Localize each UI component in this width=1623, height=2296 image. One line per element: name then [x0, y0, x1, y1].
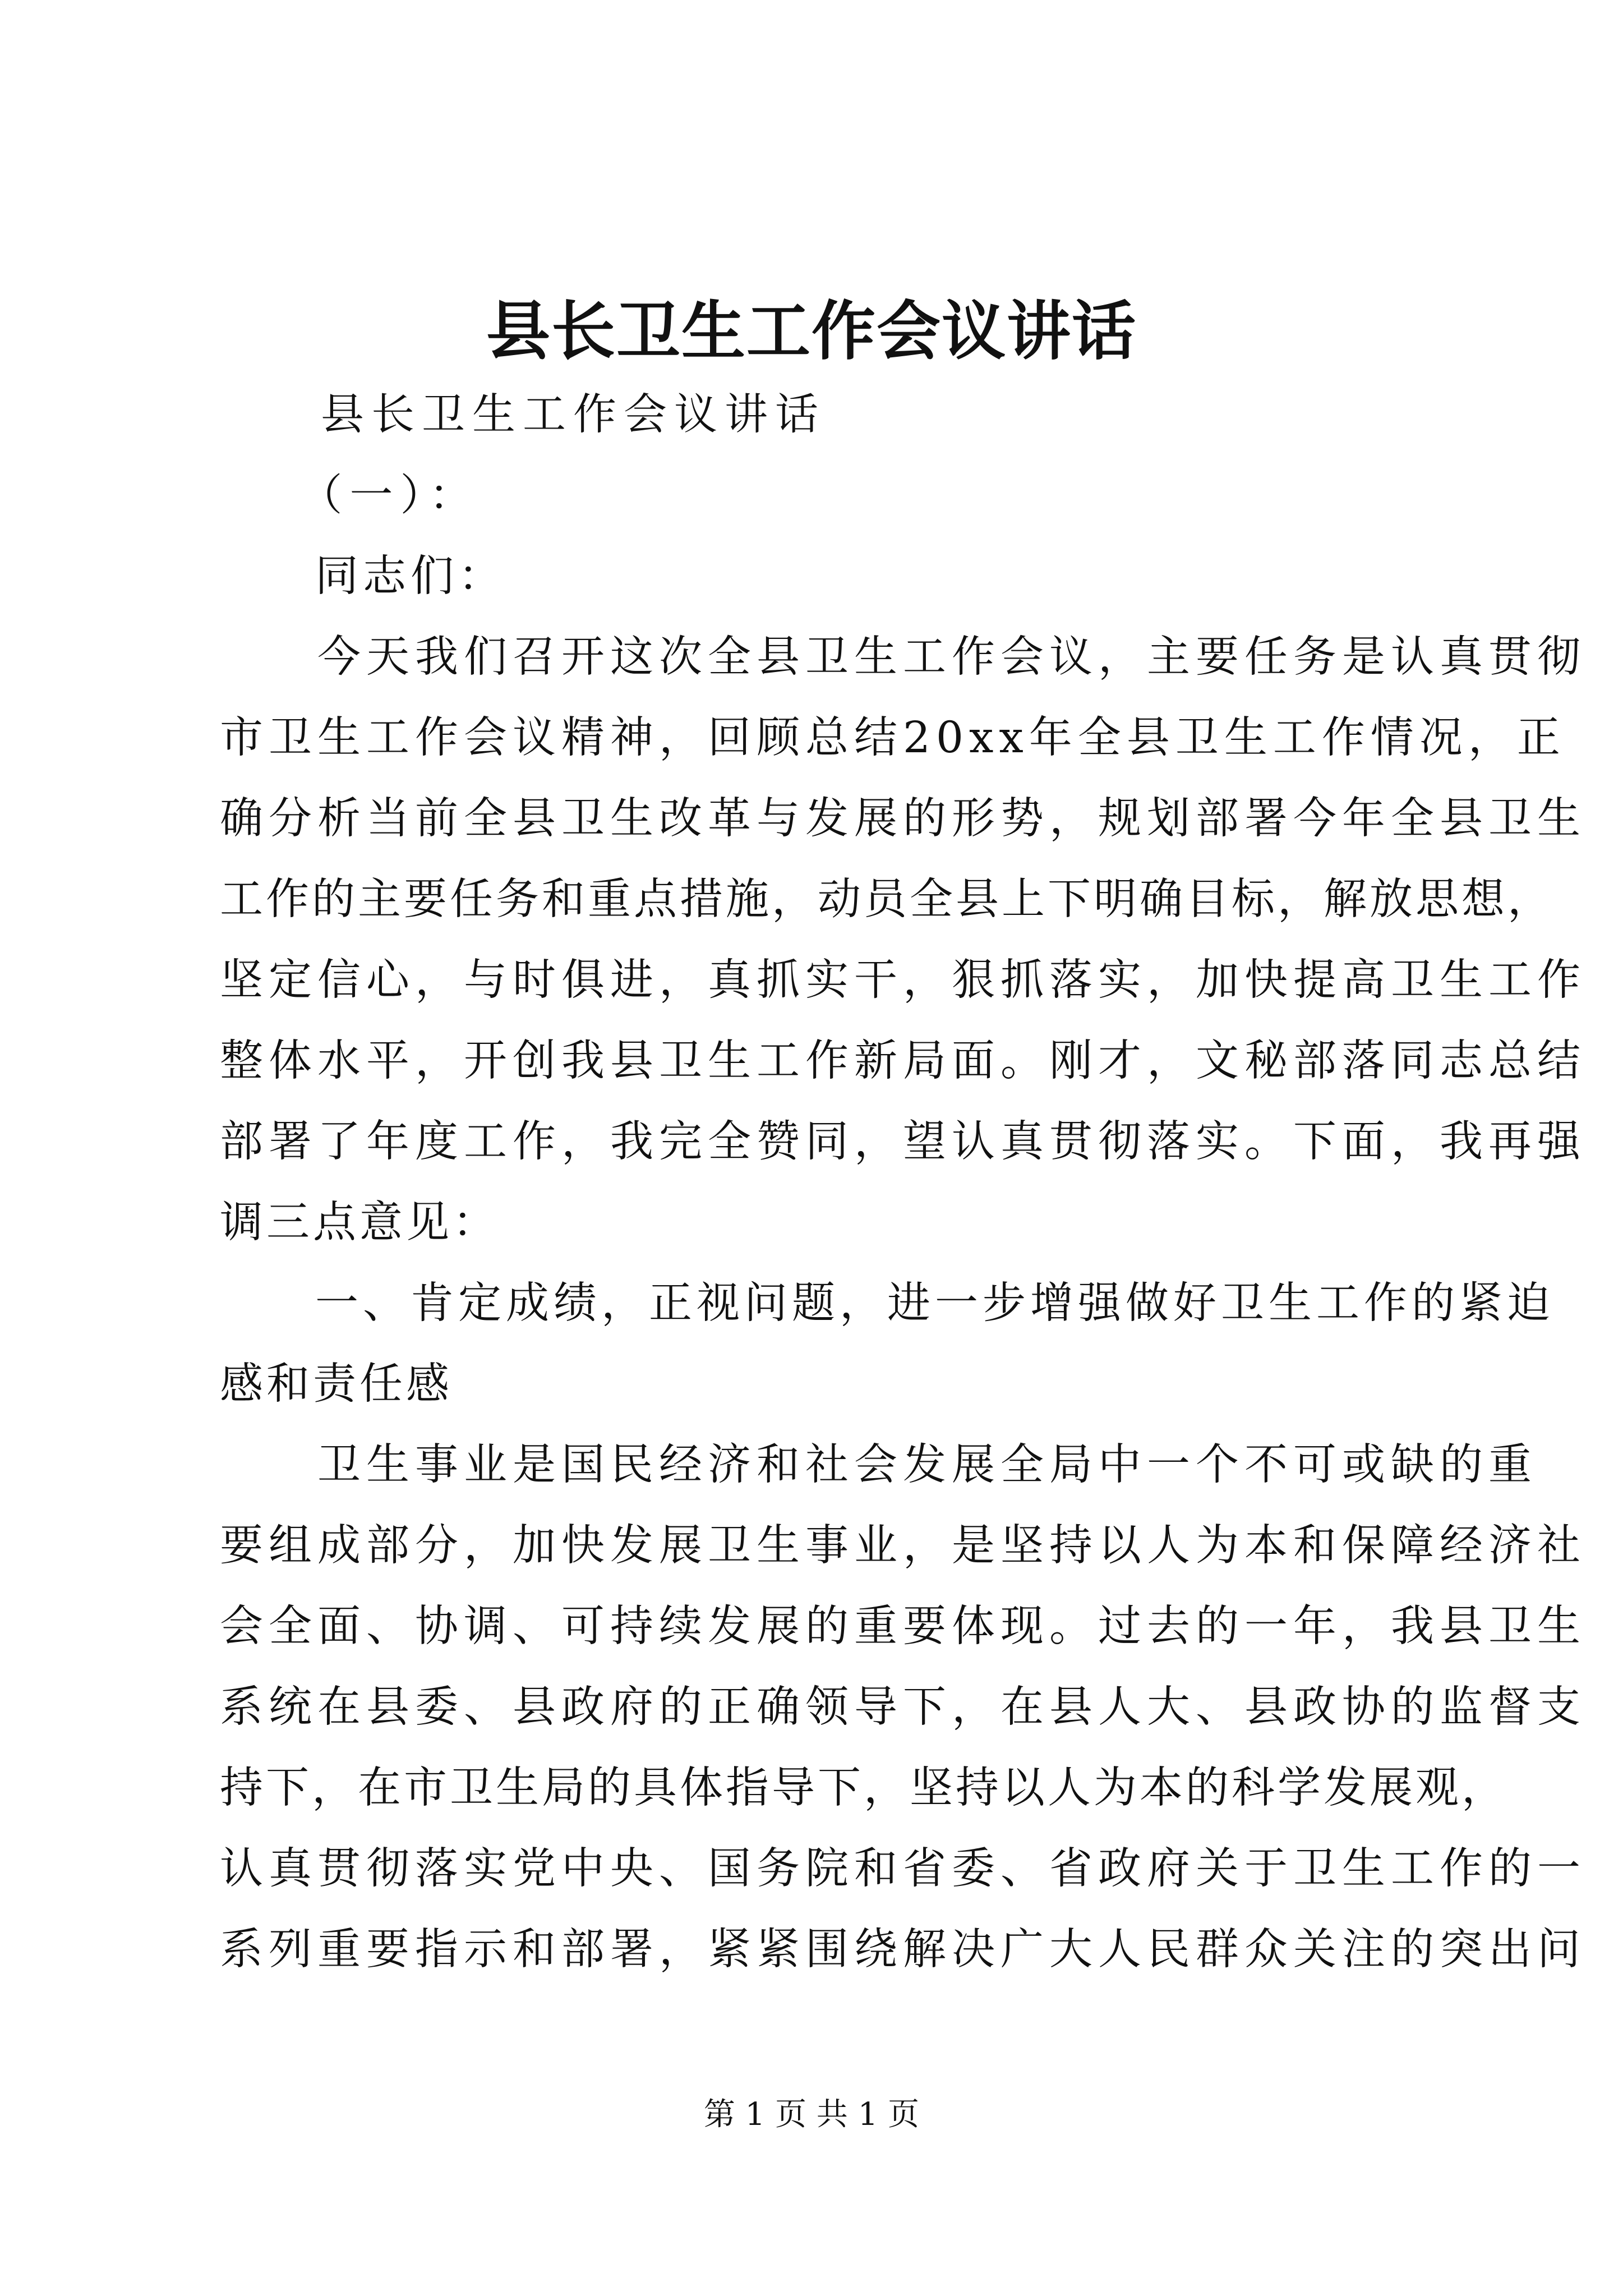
text-line: 同志们： — [220, 551, 506, 601]
text-line: 卫生事业是国民经济和社会发展全局中一个不可或缺的重 — [220, 1440, 1537, 1490]
text-line: 感和责任感 — [220, 1359, 453, 1409]
page-footer: 第 1 页 共 1 页 — [703, 2096, 920, 2133]
text-line: 调三点意见： — [220, 1198, 499, 1248]
text-line: 认真贯彻落实党中央、国务院和省委、省政府关于卫生工作的一 — [220, 1844, 1586, 1894]
text-line: 今天我们召开这次全县卫生工作会议，主要任务是认真贯彻 — [220, 632, 1586, 682]
text-line: 持下，在市卫生局的具体指导下，坚持以人为本的科学发展观， — [220, 1763, 1507, 1813]
document-body — [220, 375, 1586, 1990]
text-line: 确分析当前全县卫生改革与发展的形势，规划部署今年全县卫生 — [220, 794, 1586, 844]
text-line: 要组成部分，加快发展卫生事业，是坚持以人为本和保障经济社 — [220, 1521, 1586, 1571]
page-title: 县长卫生工作会议讲话 — [486, 293, 1137, 369]
text-line: （一）： — [220, 471, 479, 521]
text-line: 系列重要指示和部署，紧紧围绕解决广大人民群众关注的突出问 — [220, 1925, 1586, 1975]
text-line: 县长卫生工作会议讲话 — [220, 390, 826, 440]
text-line: 坚定信心，与时俱进，真抓实干，狠抓落实，加快提高卫生工作 — [220, 955, 1586, 1005]
text-line: 会全面、协调、可持续发展的重要体现。过去的一年，我县卫生 — [220, 1602, 1586, 1651]
text-line: 一、肯定成绩，正视问题，进一步增强做好卫生工作的紧迫 — [220, 1278, 1555, 1328]
text-line: 部署了年度工作，我完全赞同，望认真贯彻落实。下面，我再强 — [220, 1117, 1586, 1167]
text-line: 整体水平，开创我县卫生工作新局面。刚才，文秘部落同志总结 — [220, 1036, 1586, 1086]
text-line: 市卫生工作会议精神，回顾总结20xx年全县卫生工作情况，正 — [220, 713, 1566, 763]
text-line: 系统在县委、县政府的正确领导下，在县人大、县政协的监督支 — [220, 1682, 1586, 1732]
text-line: 工作的主要任务和重点措施，动员全县上下明确目标，解放思想， — [220, 875, 1553, 924]
